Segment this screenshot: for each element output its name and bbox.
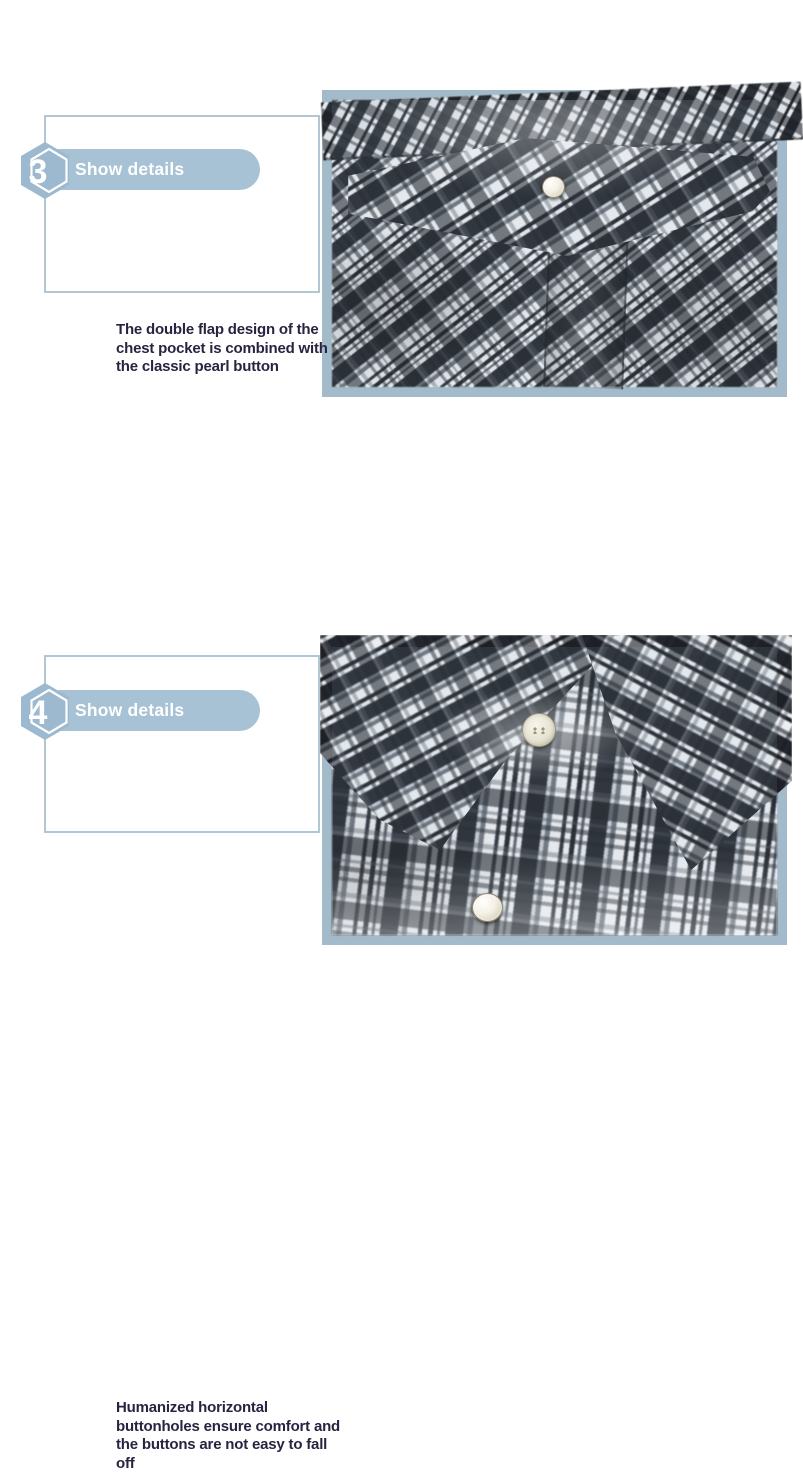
pearl-snap-button-icon [472,893,503,922]
description-line: chest pocket is combined with [116,340,366,359]
description-line: off [116,1455,366,1473]
info-box-3 [44,115,320,293]
collar-button-icon [522,713,556,747]
fabric-shading-overlay [332,100,777,387]
description-line: Humanized horizontal [116,1399,366,1418]
description-line: The double flap design of the [116,321,366,340]
description-line: buttonholes ensure comfort and [116,1418,366,1437]
show-details-banner-3[interactable] [58,149,260,190]
fabric-shading-overlay [332,647,777,935]
show-details-label: Show details [75,159,184,180]
section-3-description [116,321,366,377]
product-photo-chest-pocket [332,100,777,387]
product-photo-collar-buttons [332,647,777,935]
description-line: the buttons are not easy to fall [116,1436,366,1455]
step-number: 4 [29,694,48,732]
step-number-hexagon-badge [19,141,72,200]
section-4-description [116,1399,366,1473]
photo-frame-pocket [322,90,787,397]
description-line: the classic pearl button [116,358,366,377]
step-number-hexagon-badge [19,682,72,741]
step-number: 3 [29,153,48,191]
show-details-label: Show details [75,700,184,721]
pearl-snap-button-icon [542,176,565,198]
info-box-4 [44,655,320,833]
photo-frame-collar [322,637,787,945]
show-details-banner-4[interactable] [58,690,260,731]
